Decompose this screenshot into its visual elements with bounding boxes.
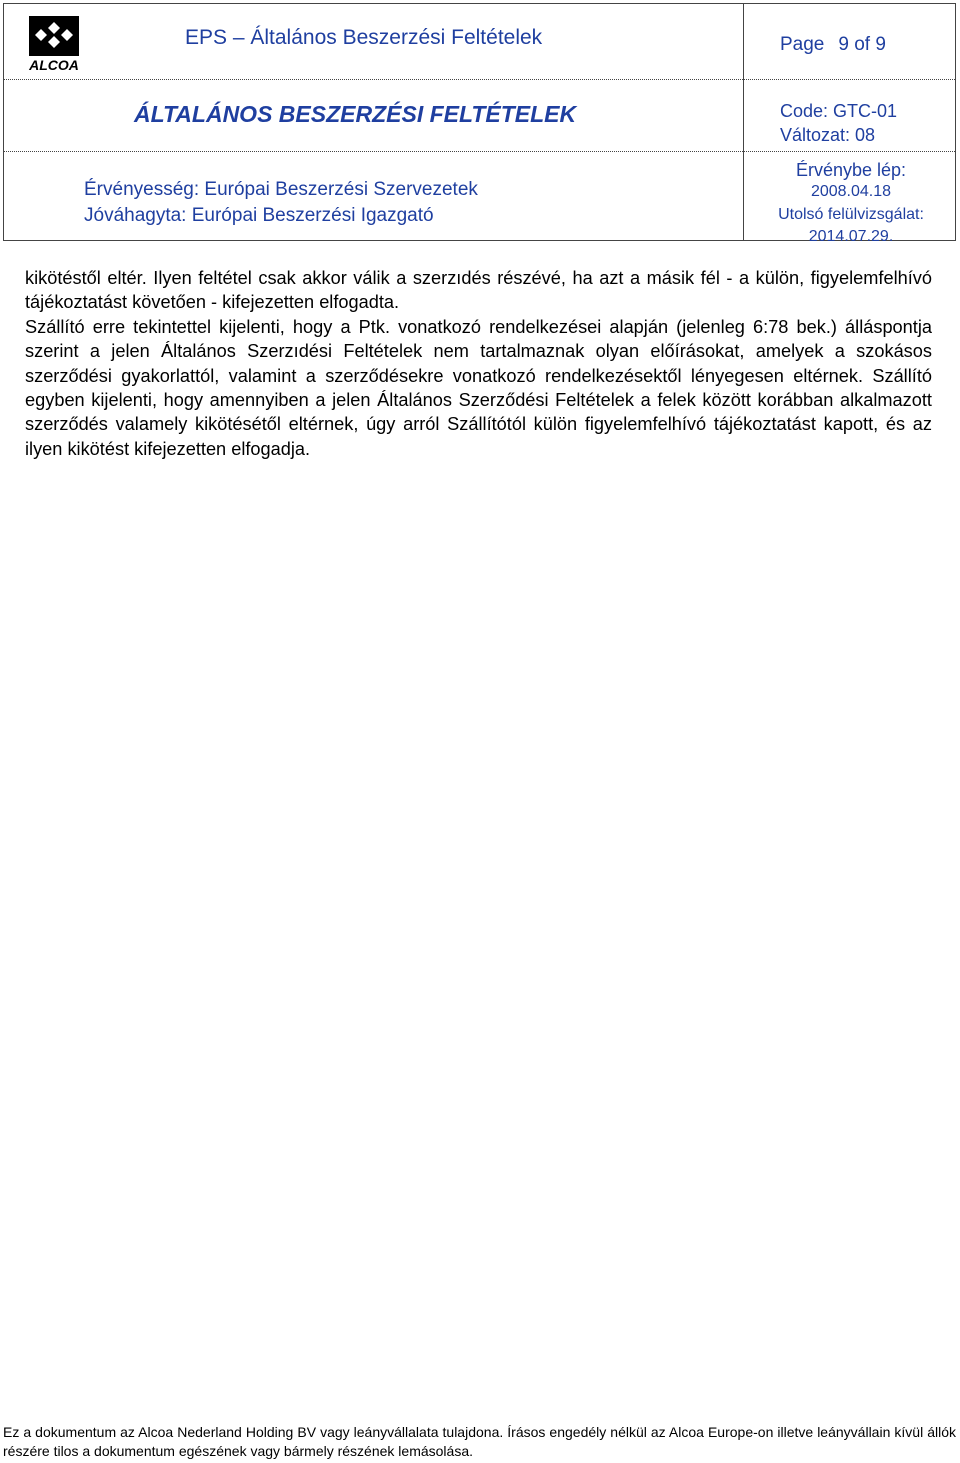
main-title: ÁLTALÁNOS BESZERZÉSI FELTÉTELEK [134,101,577,127]
svg-text:ALCOA: ALCOA [29,57,79,72]
document-version: Változat: 08 [780,125,876,145]
header-divider-vertical [743,4,744,240]
page-indicator [780,34,886,56]
document-code: Code: GTC-01 [780,101,898,121]
last-review-date: 2014.07.29. [808,228,894,245]
effective-label: Érvénybe lép: [795,160,907,180]
document-title: EPS – Általános Beszerzési Feltételek [185,26,543,49]
document-header [3,3,956,245]
header-divider [4,79,955,80]
effective-date: 2008.04.18 [810,183,892,200]
document-body [25,266,932,461]
page-number: 9 of 9 [838,34,886,55]
approved-by-text: Jóváhagyta: Európai Beszerzési Igazgató [84,205,434,226]
body-paragraph: Szállító erre tekintettel kijelenti, hogy a Ptk. vonatkozó rendelkezései alapján (jelenleg 6:78 bek.) álláspontja szerint a jelen Általános Szerzıdési Feltételek nem tartalmaznak olyan előírásokat, amelyek a szokásos szerződési gyakorlattól, valamint a szerződésekre vonatkozó rendelkezésektől lényegesen eltérnek. Szállító egyben kijelenti, hogy amennyiben a jelen Általános Szerződési Feltételek a felek között korábban alkalmazott szerződés valamely kikötésétől eltérnek, úgy arról Szállítótól külön figyelemfelhívó tájékoztatást kapott, és az ilyen kikötést kifejezetten elfogadja. [25,316,932,459]
body-paragraph: kikötéstől eltér. Ilyen feltétel csak akkor válik a szerzıdés részévé, ha azt a másik fél - a külön, figyelemfelhívó tájékoztatást követően - kifejezetten elfogadta. [25,268,932,313]
scope-text: Érvényesség: Európai Beszerzési Szervezetek [84,179,478,200]
page-label: Page [780,34,825,55]
alcoa-logo [20,14,92,72]
last-review-label: Utolsó felülvizsgálat: [778,206,924,223]
header-divider [4,151,955,152]
footer-text: Ez a dokumentum az Alcoa Nederland Holding BV vagy leányvállalata tulajdona. Írásos engedély nélkül az Alcoa Europe-on illetve leányvállain kívül állók részére tilos a dokumentum egészének vagy bármely részének lemásolása. [3,1424,956,1459]
